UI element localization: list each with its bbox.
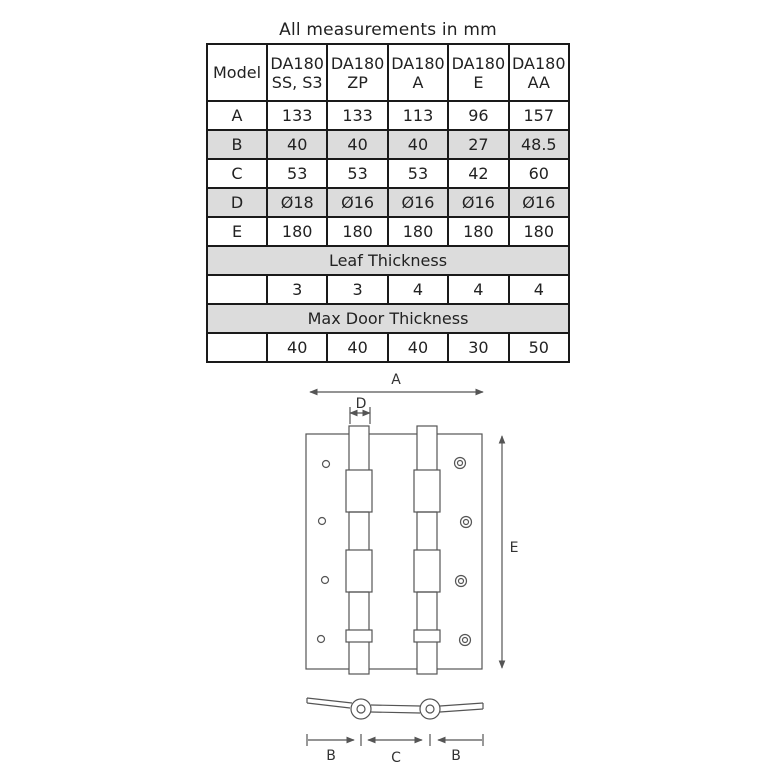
model-header-cell: DA180 ZP xyxy=(327,44,387,101)
measurements-caption: All measurements in mm xyxy=(279,20,497,40)
dimension-d-label: D xyxy=(355,396,367,412)
right-knuckle xyxy=(414,550,440,592)
dimension-c-label: C xyxy=(391,750,401,766)
table-cell: 40 xyxy=(267,130,327,159)
dimension-b-right-label: B xyxy=(451,748,461,764)
table-cell: 113 xyxy=(388,101,448,130)
model-header-cell: DA180 E xyxy=(448,44,508,101)
hinge-top-view xyxy=(307,698,483,719)
table-cell: 42 xyxy=(448,159,508,188)
table-cell: 3 xyxy=(267,275,327,304)
left-knuckle xyxy=(346,630,372,642)
right-knuckle xyxy=(414,630,440,642)
table-cell: 4 xyxy=(509,275,569,304)
right-knuckle xyxy=(414,470,440,512)
table-cell: 180 xyxy=(267,217,327,246)
table-cell: 180 xyxy=(388,217,448,246)
dimension-e-label: E xyxy=(509,540,519,556)
table-cell: 60 xyxy=(509,159,569,188)
dimension-b-c-b xyxy=(307,734,483,746)
table-cell: 3 xyxy=(327,275,387,304)
max-door-thickness-heading: Max Door Thickness xyxy=(207,304,569,333)
table-cell: 4 xyxy=(388,275,448,304)
table-cell: Ø16 xyxy=(327,188,387,217)
screw-hole xyxy=(318,636,325,643)
table-cell: Ø18 xyxy=(267,188,327,217)
table-cell: 53 xyxy=(267,159,327,188)
screw-hole xyxy=(319,518,326,525)
dimension-b-left-label: B xyxy=(326,748,336,764)
table-cell: 40 xyxy=(267,333,327,362)
table-cell: 180 xyxy=(327,217,387,246)
table-cell: 96 xyxy=(448,101,508,130)
model-header-cell: DA180 A xyxy=(388,44,448,101)
table-cell: 53 xyxy=(327,159,387,188)
table-cell: Ø16 xyxy=(388,188,448,217)
table-cell: 4 xyxy=(448,275,508,304)
dimension-a-label: A xyxy=(391,372,401,388)
row-label: C xyxy=(207,159,267,188)
table-cell: 50 xyxy=(509,333,569,362)
table-cell: 133 xyxy=(267,101,327,130)
table-cell: 40 xyxy=(388,333,448,362)
left-knuckle xyxy=(346,550,372,592)
model-header-cell: DA180 SS, S3 xyxy=(267,44,327,101)
hinge-leaf-outline xyxy=(306,434,482,669)
hinge-front-view xyxy=(306,426,482,674)
table-cell: 180 xyxy=(509,217,569,246)
leaf-thickness-heading: Leaf Thickness xyxy=(207,246,569,275)
table-cell: 180 xyxy=(448,217,508,246)
model-header-cell: DA180 AA xyxy=(509,44,569,101)
left-knuckle xyxy=(346,470,372,512)
table-cell: 40 xyxy=(388,130,448,159)
table-cell: 133 xyxy=(327,101,387,130)
table-cell: Ø16 xyxy=(509,188,569,217)
row-label: A xyxy=(207,101,267,130)
table-cell: Ø16 xyxy=(448,188,508,217)
row-label: B xyxy=(207,130,267,159)
model-header-cell: Model xyxy=(207,44,267,101)
screw-hole xyxy=(322,577,329,584)
table-cell: 157 xyxy=(509,101,569,130)
row-label: E xyxy=(207,217,267,246)
row-label: D xyxy=(207,188,267,217)
table-cell: 30 xyxy=(448,333,508,362)
table-cell: 40 xyxy=(327,130,387,159)
table-cell: 48.5 xyxy=(509,130,569,159)
table-cell: 40 xyxy=(327,333,387,362)
table-cell: 53 xyxy=(388,159,448,188)
table-cell: 27 xyxy=(448,130,508,159)
screw-hole xyxy=(323,461,330,468)
